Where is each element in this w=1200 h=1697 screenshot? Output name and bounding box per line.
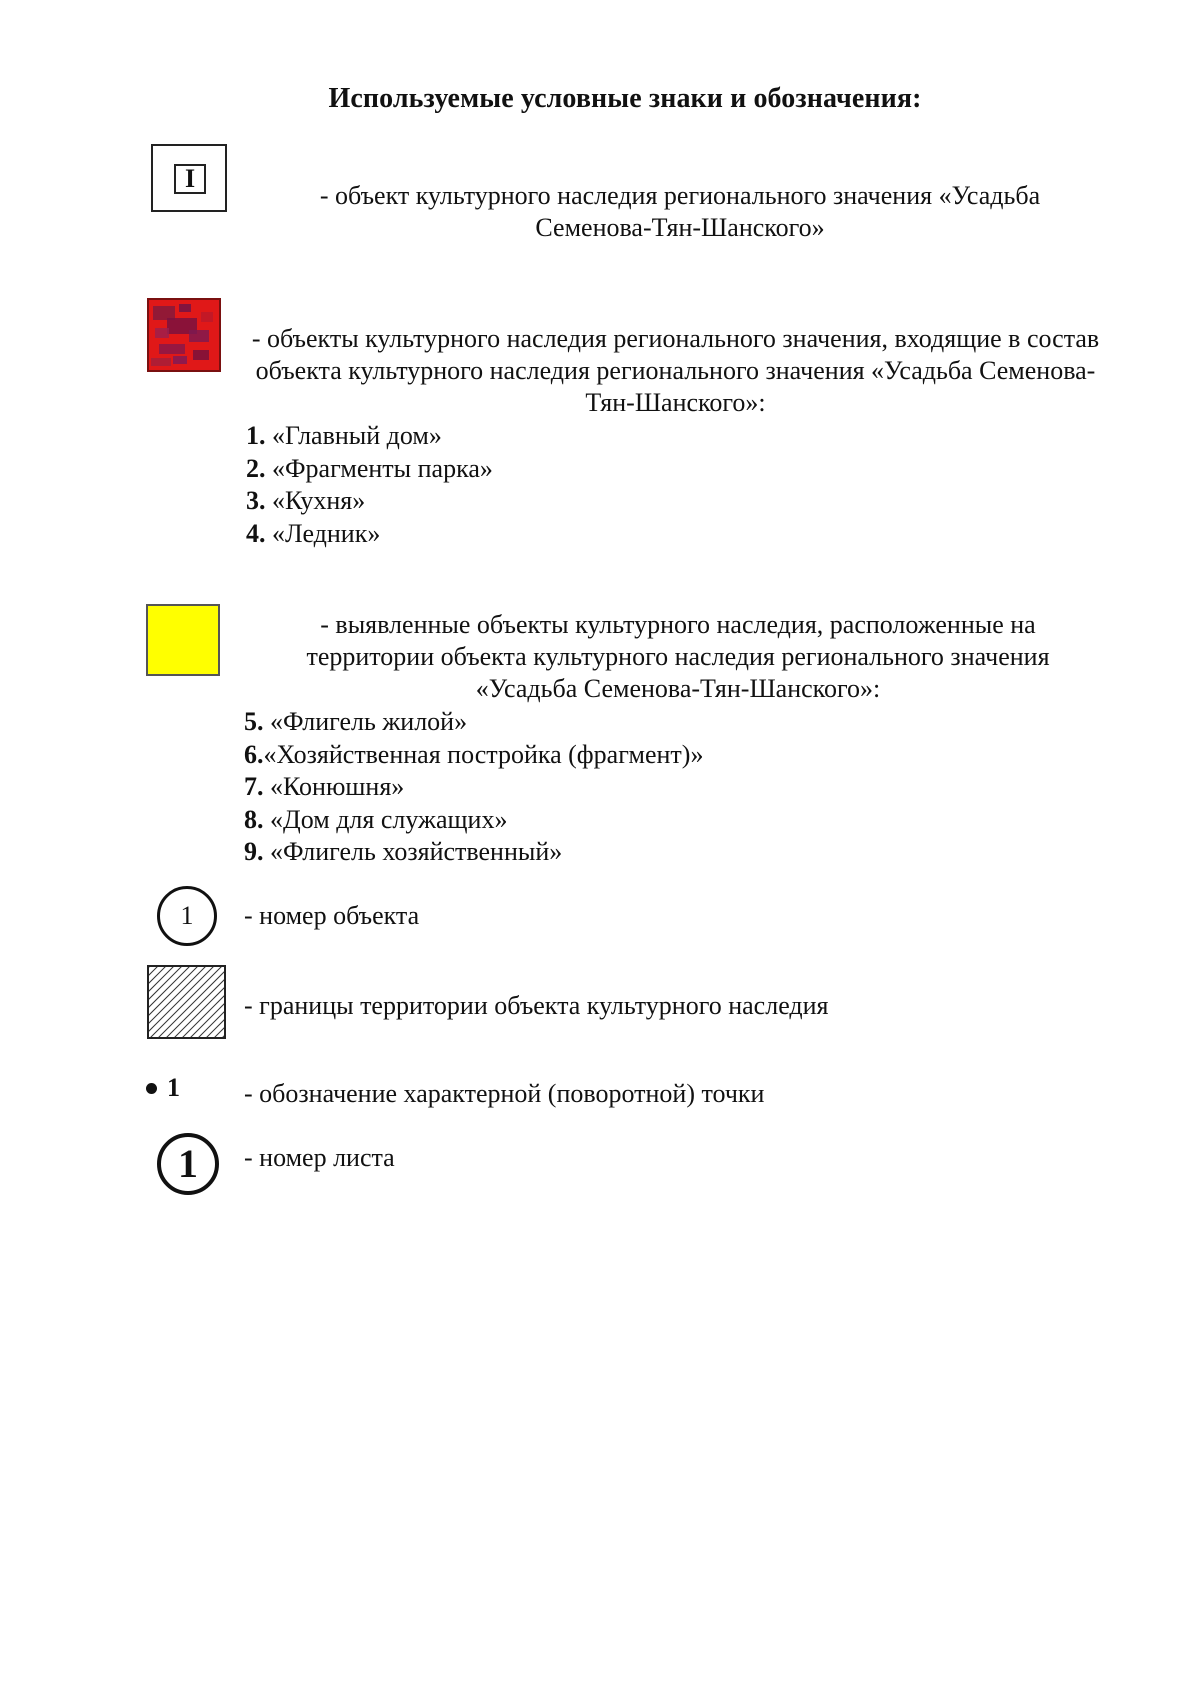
object-number-circle-icon: 1 bbox=[157, 886, 217, 946]
red-objects-list bbox=[246, 420, 493, 550]
list-item: 7. «Конюшня» bbox=[244, 772, 405, 801]
yellow-objects-list bbox=[244, 706, 703, 869]
list-item: 8. «Дом для служащих» bbox=[244, 804, 508, 834]
sheet-number-description: - номер листа bbox=[244, 1143, 395, 1172]
territory-boundary-hatch-icon bbox=[147, 965, 226, 1039]
list-item: 3. «Кухня» bbox=[246, 486, 366, 515]
turning-point-description: - обозначение характерной (поворотной) точки bbox=[244, 1079, 765, 1108]
red-symbol-description: - объекты культурного наследия регионального значения, входящие в состав объекта культурного наследия регионального значения «Усадьба Семенова-Тян-Шанского»: bbox=[251, 324, 1100, 417]
sheet-number-circle-icon: 1 bbox=[157, 1133, 219, 1195]
point-dot-icon bbox=[146, 1083, 157, 1094]
red-texture-graphic bbox=[149, 300, 219, 370]
object-number-description: - номер объекта bbox=[244, 901, 420, 930]
frame-symbol-description: - объект культурного наследия регионального значения «Усадьба Семенова-Тян-Шанского» bbox=[319, 181, 1041, 242]
turning-point-symbol bbox=[146, 1073, 180, 1103]
frame-symbol-letter: I bbox=[174, 164, 206, 194]
list-item: 6.«Хозяйственная постройка (фрагмент)» bbox=[244, 739, 704, 769]
list-item: 4. «Ледник» bbox=[246, 518, 381, 548]
yellow-symbol-description: - выявленные объекты культурного наследия, расположенные на территории объекта культурного наследия регионального значения «Усадьба Семенова-Тян-Шанского»: bbox=[306, 610, 1050, 703]
list-item: 1. «Главный дом» bbox=[246, 421, 442, 450]
list-item: 5. «Флигель жилой» bbox=[244, 707, 468, 736]
list-item: 9. «Флигель хозяйственный» bbox=[244, 837, 563, 866]
page-title: Используемые условные знаки и обозначения: bbox=[328, 83, 922, 114]
list-item: 2. «Фрагменты парка» bbox=[246, 453, 493, 483]
regional-heritage-red-icon bbox=[147, 298, 221, 372]
identified-heritage-yellow-icon bbox=[146, 604, 220, 676]
territory-boundary-description: - границы территории объекта культурного наследия bbox=[244, 991, 829, 1020]
turning-point-number: 1 bbox=[167, 1073, 180, 1102]
heritage-object-frame-icon bbox=[151, 144, 227, 212]
